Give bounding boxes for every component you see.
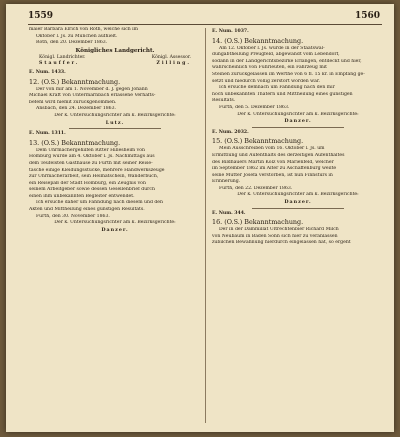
text-line: dungabtheilung Preugfeld, abgewandt vom Lebendorf, — [212, 52, 340, 58]
notice-title: 15. (O.S.) Bekanntmachung. — [212, 137, 304, 146]
notice-date: Ansbach, den 24. Dezember 1863. — [36, 106, 116, 112]
text-line: im September 1862 im Alter zu Aschaffenburg weilte — [212, 166, 337, 172]
text-line: zubilchen Bewahnung hierdurch eingelassen hat, so ergeht — [212, 240, 351, 246]
page-number-left: 1559 — [28, 11, 54, 21]
text-line: Michael Kraft von Untermarnbach erlassene Verhafts- — [29, 93, 156, 99]
separator — [252, 127, 344, 128]
court-heading: Königliches Landgericht. — [75, 47, 155, 54]
text-line: Ich ersuche demnach um Fahndung nach den mir — [219, 85, 335, 91]
office-line: Der k. Untersuchungsrichter am k. Bezirksgerichte: — [54, 112, 176, 118]
notice-title: 13. (O.S.) Bekanntmachung. — [29, 138, 121, 147]
page-number-right: 1560 — [354, 11, 380, 21]
newspaper-page — [6, 4, 394, 432]
signature-name: Zilling. — [156, 61, 191, 67]
text-line: setzt und hiedurch völlig zerstört worden war. — [212, 78, 320, 84]
text-line: tasche einige Kleidungsstücke, mehrere Handwerkszeuge — [29, 167, 165, 173]
text-line: Mein Ausschreiben vom 16. Oktober l. Js. um — [219, 146, 325, 152]
notice-date: Fürth, den 30. November 1863. — [36, 213, 110, 219]
notice-title: 14. (O.S.) Bekanntmachung. — [212, 36, 304, 45]
text-line: Ermittlung und Aufenthalts des derzeitigen Aufenthaltes — [212, 152, 345, 158]
text-line: noch unbekannten Thätern und Mittheilung eines günstigen — [212, 91, 353, 97]
text-line: von Neubaum in Baden Sonn sich hier zu veranlassen — [212, 233, 338, 239]
signature-name: Danzer. — [284, 199, 312, 206]
notice-title: 16. (O.S.) Bekanntmachung. — [212, 218, 304, 227]
office-line: Der k. Untersuchungsrichter am k. Bezirksgerichte: — [237, 192, 359, 198]
text-line: Akten und Mittheilung eines günstigen Resultats. — [29, 207, 145, 213]
entry-number: E. Num. 344. — [212, 210, 246, 216]
text-line: Der in der Dammillat Ultrechtenbier Richard Milch — [219, 227, 339, 233]
signature-name: Danzer. — [101, 226, 129, 233]
text-line: maier Barbara Elrich von Roth, welche sich im — [29, 27, 139, 32]
text-line: einen ihm unbekannten Begleiter entwendet. — [29, 193, 135, 199]
separator — [69, 128, 161, 129]
text-line: befehl wird hiemit zurückgenommen. — [29, 99, 117, 105]
text-line: des Bildhauers Martin Kolz von Marienfeld, welcher — [212, 159, 334, 165]
court-signatures — [29, 61, 201, 68]
text-line: seinem Arbeitgeber sowie dessen Gesellenbrief durch — [29, 187, 155, 193]
text-line: dem Teufelsten Gasthause zu Fürth mit seiner Reise- — [29, 160, 153, 166]
text-line: Am 12. Oktober l. Js. wurde in der Staatswal- — [219, 45, 325, 51]
left-column — [29, 27, 201, 233]
office-line: Der k. Untersuchungsrichter am k. Bezirksgerichte: — [54, 220, 176, 226]
text-line: wahrscheinlich von Fuhrleuten, ein Fahrzeug mit — [212, 65, 328, 71]
text-line: seine Mutter Josefa verstorben, ist nun Finnsturs in — [212, 172, 333, 178]
role-label: Königl. Landrichter. — [39, 54, 86, 60]
role-label: Königl. Assessor. — [151, 54, 191, 60]
column-divider — [205, 28, 206, 423]
notice-title: 12. (O.S.) Bekanntmachung. — [29, 77, 121, 86]
entry-number: E. Num. 2032. — [212, 129, 249, 135]
text-line: Dem Uhrmachergehilfen Ritter Hillesheim von — [36, 147, 145, 153]
text-line: ein Reisepaß der Stadt Homburg, ein Zeugnis von — [29, 180, 146, 186]
entry-number: E. Num. 1037. — [212, 29, 249, 34]
notice-date: Fürth, den 22. Dezember 1863. — [219, 185, 293, 191]
notice-date: Roth, den 20. Dezember 1863. — [36, 40, 108, 46]
text-line: Oktober l. Js. zu München aufhielt. — [36, 33, 118, 39]
text-line: Der von mir am 1. November d. J. gegen Johann — [36, 86, 148, 92]
notice-date: Fürth, den 5. Dezember 1863. — [219, 104, 290, 110]
text-line: Ich ersuche daher um Fahndung nach diesem und den — [36, 200, 163, 206]
signature-name: Stauffer. — [39, 61, 80, 67]
right-column — [212, 27, 384, 247]
text-line: sodann in der Landgerichtsbezirke Erlangen, entdeckt und hier, — [212, 58, 362, 64]
text-line: Erinnerung. — [212, 179, 241, 185]
text-line: Resultats. — [212, 98, 236, 104]
signature-name: Lutz. — [105, 119, 125, 126]
entry-number: E. Num. 1433. — [29, 69, 66, 75]
text-line: zur Uhrmacherarbeit, sein Heimatschein, Wanderbuch, — [29, 174, 159, 180]
entry-number: E. Num. 1311. — [29, 131, 66, 137]
separator — [252, 208, 344, 209]
header-rule — [28, 24, 382, 25]
text-line: Steinen zurückgelassen im Werthe von 6 fl. 15 kr. in Empfang ge- — [212, 71, 365, 77]
office-line: Der k. Untersuchungsrichter am k. Bezirksgerichte: — [237, 111, 359, 117]
signature-name: Danzer. — [284, 118, 312, 125]
text-line: Homburg wurde am 4. Oktober l. Js. Nachmittags aus — [29, 154, 155, 160]
